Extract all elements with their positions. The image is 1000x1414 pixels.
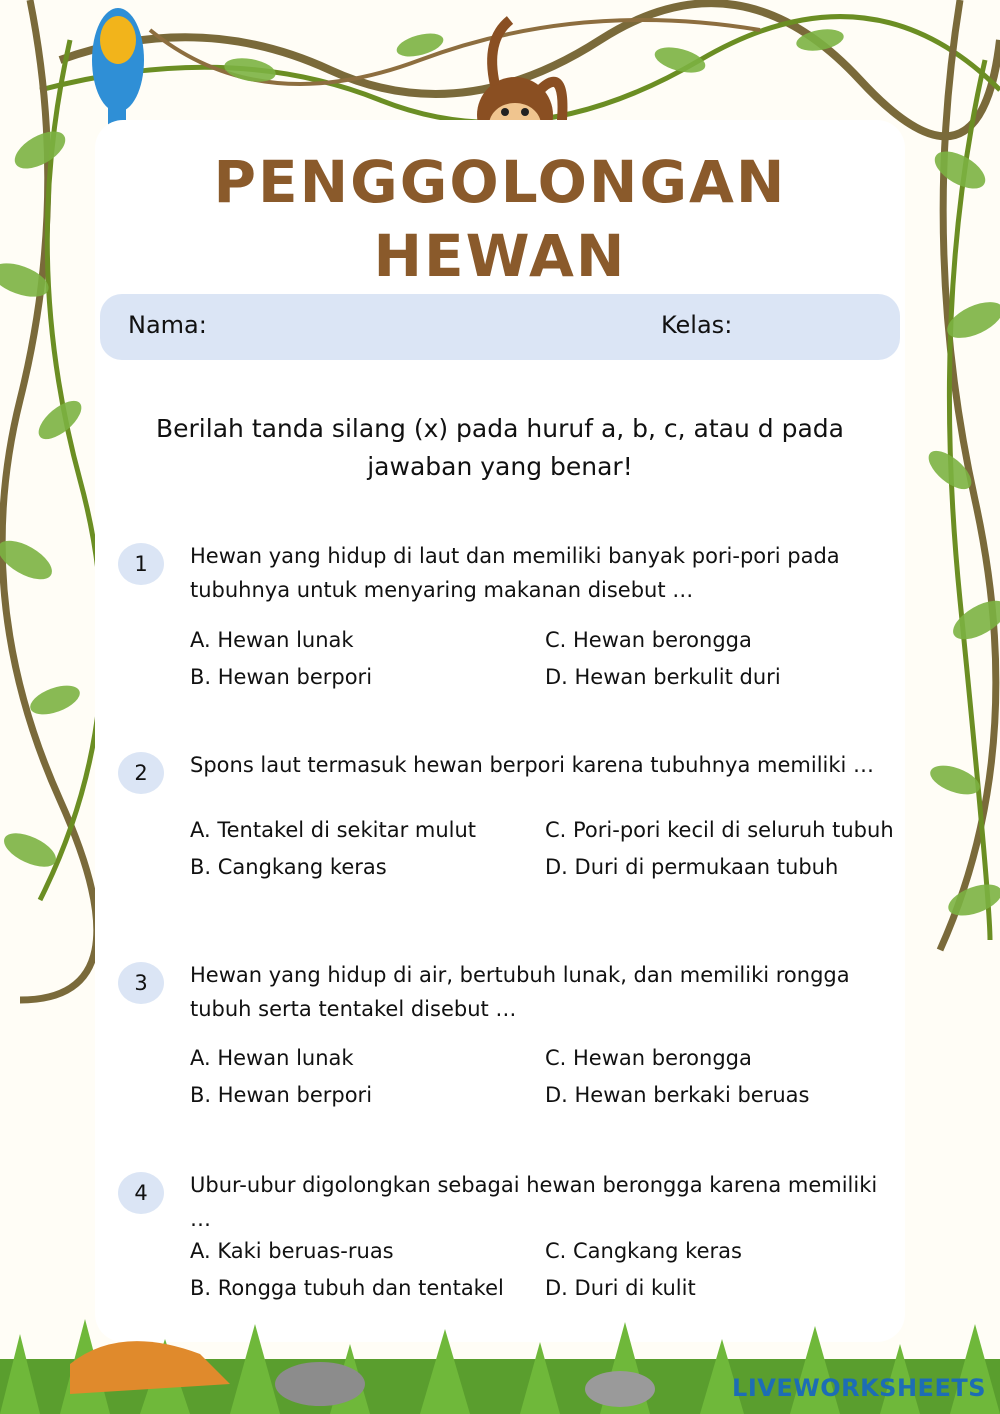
- question-number: 2: [118, 752, 164, 794]
- question-text-line: Hewan yang hidup di laut dan memiliki banyak pori-pori pada: [190, 544, 840, 568]
- option-a[interactable]: A. Tentakel di sekitar mulut: [190, 818, 477, 842]
- title-line-1: PENGGOLONGAN: [213, 148, 787, 216]
- title-line-2: HEWAN: [373, 222, 627, 290]
- question-text: [190, 539, 890, 607]
- option-b[interactable]: B. Hewan berpori: [190, 1083, 373, 1107]
- question-text: [190, 1168, 890, 1236]
- question-text-line: Hewan yang hidup di air, bertubuh lunak, dan memiliki rongga: [190, 963, 850, 987]
- option-a[interactable]: A. Hewan lunak: [190, 628, 354, 652]
- option-a[interactable]: A. Hewan lunak: [190, 1046, 354, 1070]
- instruction-line-1: Berilah tanda silang (x) pada huruf a, b, c, atau d pada: [156, 414, 844, 443]
- option-b[interactable]: B. Rongga tubuh dan tentakel: [190, 1276, 504, 1300]
- instruction-text: [150, 410, 850, 486]
- instruction-line-2: jawaban yang benar!: [367, 452, 633, 481]
- option-c[interactable]: C. Cangkang keras: [545, 1239, 742, 1263]
- question-text-line: tubuh serta tentakel disebut …: [190, 997, 517, 1021]
- liveworksheets-logo: LIVEWORKSHEETS: [732, 1374, 986, 1402]
- question-number: 4: [118, 1172, 164, 1214]
- name-class-bar: [100, 294, 900, 360]
- option-b[interactable]: B. Cangkang keras: [190, 855, 387, 879]
- name-label: Nama:: [128, 311, 207, 339]
- class-label: Kelas:: [661, 311, 733, 339]
- option-d[interactable]: D. Hewan berkaki beruas: [545, 1083, 810, 1107]
- question-text-line: Ubur-ubur digolongkan sebagai hewan berongga karena memiliki …: [190, 1173, 878, 1231]
- question-number: 1: [118, 543, 164, 585]
- question-number: 3: [118, 962, 164, 1004]
- option-c[interactable]: C. Hewan berongga: [545, 1046, 752, 1070]
- option-c[interactable]: C. Hewan berongga: [545, 628, 752, 652]
- option-d[interactable]: D. Duri di permukaan tubuh: [545, 855, 839, 879]
- option-b[interactable]: B. Hewan berpori: [190, 665, 373, 689]
- option-d[interactable]: D. Duri di kulit: [545, 1276, 696, 1300]
- question-text: [190, 958, 890, 1026]
- option-d[interactable]: D. Hewan berkulit duri: [545, 665, 781, 689]
- question-text-line: tubuhnya untuk menyaring makanan disebut …: [190, 578, 694, 602]
- option-c[interactable]: C. Pori-pori kecil di seluruh tubuh: [545, 818, 894, 842]
- option-a[interactable]: A. Kaki beruas-ruas: [190, 1239, 394, 1263]
- question-text-line: Spons laut termasuk hewan berpori karena tubuhnya memiliki …: [190, 753, 875, 777]
- question-text: [190, 748, 890, 782]
